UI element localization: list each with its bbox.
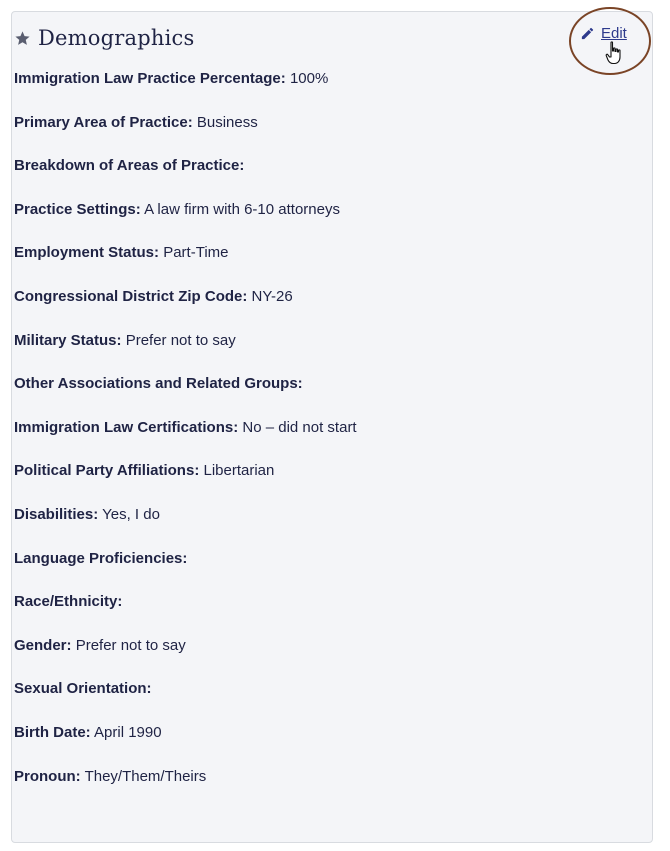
field-label: Practice Settings: bbox=[14, 200, 141, 218]
edit-label: Edit bbox=[601, 25, 627, 42]
field-label: Language Proficiencies: bbox=[14, 549, 188, 567]
field-value: A law firm with 6-10 attorneys bbox=[144, 200, 340, 218]
demographics-field-list bbox=[14, 70, 624, 811]
field-congressional-district-zip-code bbox=[14, 288, 624, 332]
field-value: Part-Time bbox=[163, 244, 229, 262]
field-value: Prefer not to say bbox=[125, 331, 236, 349]
field-label: Gender: bbox=[14, 636, 72, 654]
field-label: Employment Status: bbox=[14, 244, 160, 262]
field-military-status bbox=[14, 332, 624, 376]
field-breakdown-of-areas-of-practice bbox=[14, 157, 624, 201]
field-value: April 1990 bbox=[94, 723, 162, 741]
field-label: Sexual Orientation: bbox=[14, 680, 152, 698]
field-disabilities bbox=[14, 506, 624, 550]
field-political-party-affiliations bbox=[14, 462, 624, 506]
pencil-icon bbox=[580, 26, 595, 41]
field-label: Pronoun: bbox=[14, 767, 81, 785]
field-language-proficiencies bbox=[14, 550, 624, 594]
field-label: Political Party Affiliations: bbox=[14, 462, 200, 480]
star-icon bbox=[14, 30, 31, 47]
field-birth-date bbox=[14, 724, 624, 768]
field-label: Breakdown of Areas of Practice: bbox=[14, 157, 245, 175]
field-other-associations bbox=[14, 375, 624, 419]
section-header bbox=[14, 26, 194, 50]
field-value: No – did not start bbox=[242, 418, 357, 436]
field-pronoun bbox=[14, 768, 624, 812]
field-label: Congressional District Zip Code: bbox=[14, 287, 248, 305]
field-label: Immigration Law Certifications: bbox=[14, 418, 239, 436]
field-label: Military Status: bbox=[14, 331, 122, 349]
field-value: NY-26 bbox=[251, 287, 293, 305]
field-value: Libertarian bbox=[203, 462, 275, 480]
field-label: Disabilities: bbox=[14, 505, 99, 523]
field-employment-status bbox=[14, 244, 624, 288]
field-value: Business bbox=[196, 113, 258, 131]
field-race-ethnicity bbox=[14, 593, 624, 637]
field-label: Primary Area of Practice: bbox=[14, 113, 193, 131]
section-title: Demographics bbox=[38, 26, 195, 50]
field-value: They/Them/Theirs bbox=[84, 767, 207, 785]
field-immigration-law-certifications bbox=[14, 419, 624, 463]
field-value: 100% bbox=[289, 70, 329, 87]
field-primary-area-of-practice bbox=[14, 114, 624, 158]
field-label: Birth Date: bbox=[14, 723, 91, 741]
field-sexual-orientation bbox=[14, 680, 624, 724]
field-value: Yes, I do bbox=[102, 505, 160, 523]
field-label: Race/Ethnicity: bbox=[14, 593, 123, 611]
edit-button[interactable] bbox=[580, 25, 627, 42]
field-label: Immigration Law Practice Percentage: bbox=[14, 70, 286, 87]
hand-cursor-icon bbox=[605, 41, 624, 65]
field-label: Other Associations and Related Groups: bbox=[14, 375, 303, 393]
field-value: Prefer not to say bbox=[75, 636, 186, 654]
field-immigration-law-practice-percentage bbox=[14, 70, 624, 114]
field-practice-settings bbox=[14, 201, 624, 245]
field-gender bbox=[14, 637, 624, 681]
